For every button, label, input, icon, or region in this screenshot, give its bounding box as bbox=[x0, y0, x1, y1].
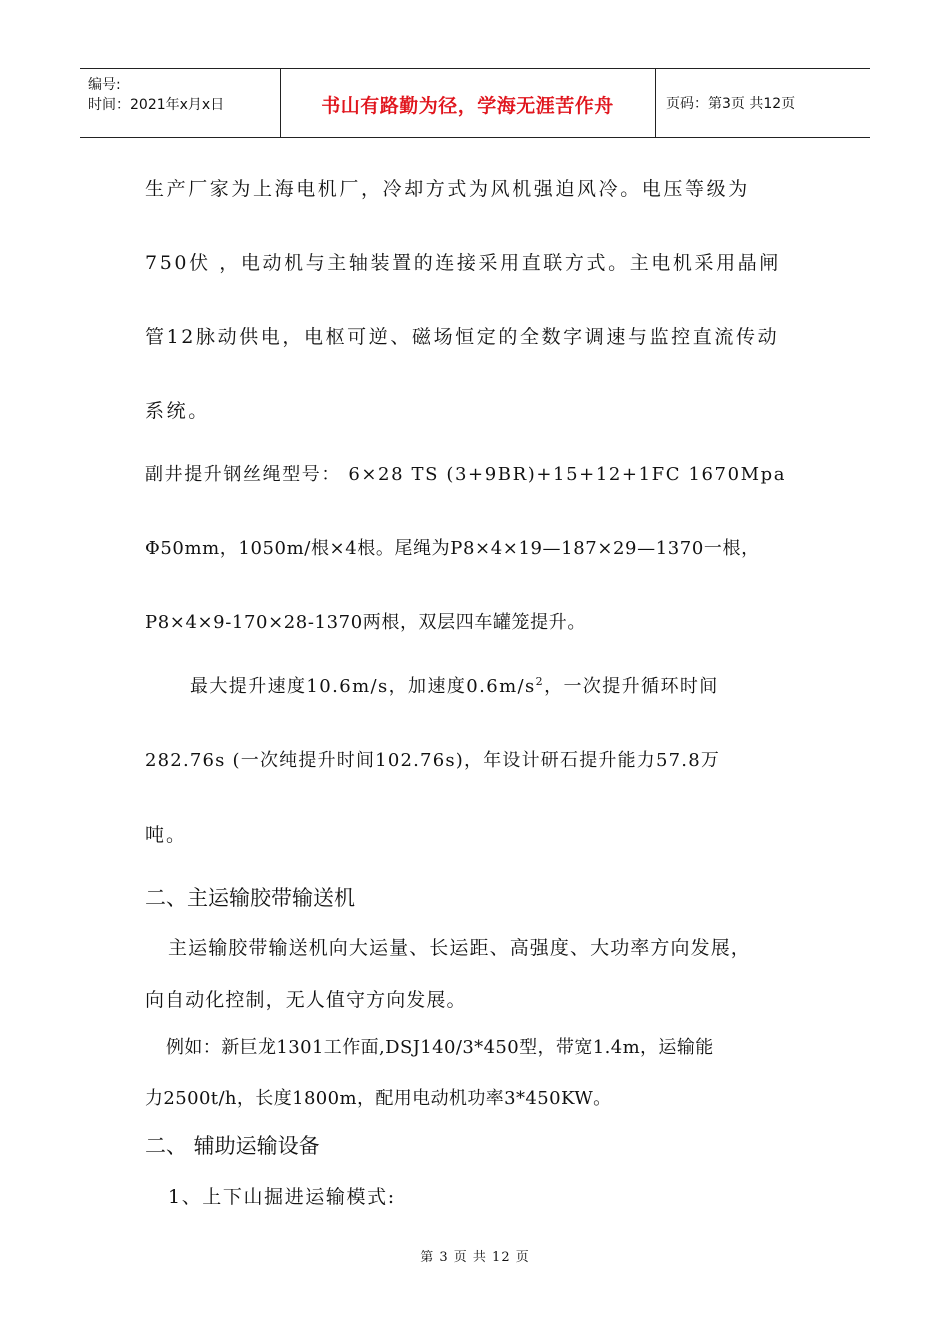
paragraph-line: 副井提升钢丝绳型号： 6×28 TS (3+9BR)+15+12+1FC 1670Mpa bbox=[145, 464, 787, 485]
paragraph-line: 系统。 bbox=[145, 400, 210, 422]
text-run: ，一次提升循环时间 bbox=[544, 676, 719, 697]
paragraph-line: 生产厂家为上海电机厂，冷却方式为风机强迫风冷。电压等级为 bbox=[145, 178, 750, 200]
paragraph-line: 例如：新巨龙1301工作面,DSJ140/3*450型，带宽1.4m，运输能 bbox=[166, 1037, 714, 1058]
paragraph-line: 管12脉动供电，电枢可逆、磁场恒定的全数字调速与监控直流传动 bbox=[145, 326, 780, 348]
time-label: 时间：2021年x月x日 bbox=[88, 97, 225, 113]
page-footer: 第 3 页 共 12 页 bbox=[420, 1250, 530, 1265]
paragraph-line: 1、上下山掘进运输模式: bbox=[168, 1186, 396, 1208]
paragraph-line: 力2500t/h，长度1800m，配用电动机功率3*450KW。 bbox=[145, 1088, 612, 1109]
page-header bbox=[80, 68, 870, 138]
header-motto: 书山有路勤为径，学海无涯苦作舟 bbox=[321, 95, 614, 117]
paragraph-line: 750伏 ，电动机与主轴装置的连接采用直联方式。主电机采用晶闸 bbox=[145, 252, 781, 274]
paragraph-line: 主运输胶带输送机向大运量、长运距、高强度、大功率方向发展， bbox=[168, 937, 751, 959]
header-meta bbox=[88, 75, 224, 115]
header-divider bbox=[655, 69, 656, 137]
paragraph-line: Φ50mm，1050m/根×4根。尾绳为P8×4×19—187×29—1370一根， bbox=[145, 538, 760, 559]
paragraph-line bbox=[190, 672, 719, 698]
section-heading: 二、 辅助运输设备 bbox=[145, 1134, 320, 1158]
text-run: 最大提升速度10.6m/s，加速度0.6m/s bbox=[190, 676, 536, 697]
number-label: 编号: bbox=[88, 77, 121, 93]
paragraph-line: P8×4×9-170×28-1370两根，双层四车罐笼提升。 bbox=[145, 612, 586, 633]
header-page-info: 页码：第3页 共12页 bbox=[666, 96, 796, 112]
paragraph-line: 向自动化控制，无人值守方向发展。 bbox=[145, 989, 467, 1011]
paragraph-line: 吨。 bbox=[145, 824, 188, 846]
section-heading: 二、主运输胶带输送机 bbox=[145, 886, 355, 910]
superscript: 2 bbox=[535, 675, 545, 688]
paragraph-line: 282.76s (一次纯提升时间102.76s)，年设计研石提升能力57.8万 bbox=[145, 750, 721, 771]
